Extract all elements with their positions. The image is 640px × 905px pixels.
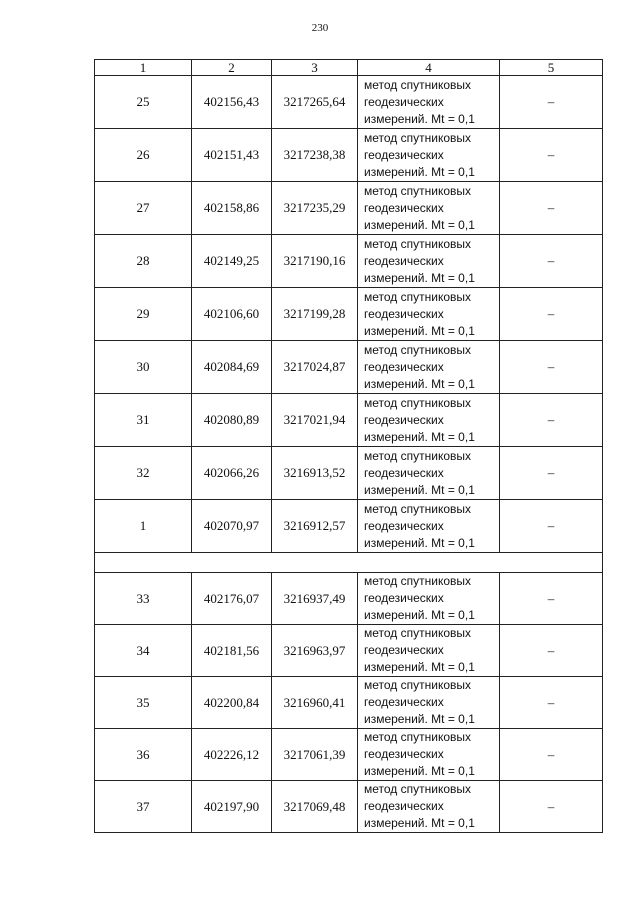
x-coordinate-cell: 402149,25 — [192, 235, 272, 288]
table-row — [95, 182, 603, 235]
note-cell: – — [500, 447, 603, 500]
y-coordinate-cell: 3217235,29 — [272, 182, 358, 235]
table-row — [95, 729, 603, 781]
point-number-cell: 34 — [95, 625, 192, 677]
method-line: измерений. Mt = 0,1 — [364, 535, 475, 550]
table-row — [95, 573, 603, 625]
table-row — [95, 341, 603, 394]
method-line: геодезических — [364, 643, 444, 657]
method-line: геодезических — [364, 94, 444, 109]
point-number-cell: 32 — [95, 447, 192, 500]
method-line: метод спутниковых — [364, 448, 472, 463]
table-header-row — [95, 60, 603, 76]
page-number: 230 — [311, 22, 329, 34]
point-number-cell: 25 — [95, 76, 192, 129]
point-number-cell: 29 — [95, 288, 192, 341]
point-number-cell: 37 — [95, 781, 192, 833]
method-cell — [358, 500, 500, 553]
table-row — [95, 677, 603, 729]
method-line: измерений. Mt = 0,1 — [364, 660, 475, 674]
x-coordinate-cell: 402181,56 — [192, 625, 272, 677]
table-row — [95, 394, 603, 447]
note-cell: – — [500, 235, 603, 288]
point-number-cell: 36 — [95, 729, 192, 781]
method-line: метод спутниковых — [364, 183, 472, 198]
method-line: измерений. Mt = 0,1 — [364, 608, 475, 622]
y-coordinate-cell: 3217265,64 — [272, 76, 358, 129]
method-line: геодезических — [364, 465, 444, 480]
method-line: геодезических — [364, 799, 444, 813]
method-line: метод спутниковых — [364, 501, 472, 516]
point-number-cell: 35 — [95, 677, 192, 729]
note-cell: – — [500, 500, 603, 553]
y-coordinate-cell: 3217024,87 — [272, 341, 358, 394]
method-cell — [358, 394, 500, 447]
point-number-cell: 1 — [95, 500, 192, 553]
method-line: геодезических — [364, 412, 444, 427]
x-coordinate-cell: 402106,60 — [192, 288, 272, 341]
method-line: метод спутниковых — [364, 77, 472, 92]
y-coordinate-cell: 3216937,49 — [272, 573, 358, 625]
note-cell: – — [500, 573, 603, 625]
method-line: метод спутниковых — [364, 130, 472, 145]
method-line: геодезических — [364, 200, 444, 215]
point-number-cell: 27 — [95, 182, 192, 235]
method-line: метод спутниковых — [364, 289, 472, 304]
column-header: 3 — [272, 60, 358, 76]
method-line: геодезических — [364, 518, 444, 533]
method-line: измерений. Mt = 0,1 — [364, 712, 475, 726]
method-line: геодезических — [364, 306, 444, 321]
method-cell — [358, 677, 500, 729]
x-coordinate-cell: 402176,07 — [192, 573, 272, 625]
method-line: геодезических — [364, 695, 444, 709]
table-row — [95, 500, 603, 553]
note-cell: – — [500, 781, 603, 833]
note-cell: – — [500, 625, 603, 677]
x-coordinate-cell: 402151,43 — [192, 129, 272, 182]
table-row — [95, 781, 603, 833]
method-line: измерений. Mt = 0,1 — [364, 111, 475, 126]
method-cell — [358, 729, 500, 781]
method-line: измерений. Mt = 0,1 — [364, 217, 475, 232]
column-header: 5 — [500, 60, 603, 76]
method-cell — [358, 781, 500, 833]
method-line: геодезических — [364, 147, 444, 162]
y-coordinate-cell: 3216963,97 — [272, 625, 358, 677]
method-cell — [358, 573, 500, 625]
point-number-cell: 33 — [95, 573, 192, 625]
y-coordinate-cell: 3217199,28 — [272, 288, 358, 341]
point-number-cell: 26 — [95, 129, 192, 182]
method-cell — [358, 625, 500, 677]
x-coordinate-cell: 402197,90 — [192, 781, 272, 833]
method-line: геодезических — [364, 591, 444, 605]
method-line: измерений. Mt = 0,1 — [364, 429, 475, 444]
method-cell — [358, 129, 500, 182]
x-coordinate-cell: 402066,26 — [192, 447, 272, 500]
table-row — [95, 76, 603, 129]
method-line: измерений. Mt = 0,1 — [364, 764, 475, 778]
method-line: геодезических — [364, 747, 444, 761]
method-line: метод спутниковых — [364, 574, 472, 588]
point-number-cell: 31 — [95, 394, 192, 447]
coordinates-table — [94, 59, 603, 833]
x-coordinate-cell: 402200,84 — [192, 677, 272, 729]
table-row — [95, 288, 603, 341]
method-line: геодезических — [364, 359, 444, 374]
method-line: геодезических — [364, 253, 444, 268]
x-coordinate-cell: 402084,69 — [192, 341, 272, 394]
method-cell — [358, 235, 500, 288]
note-cell: – — [500, 129, 603, 182]
x-coordinate-cell: 402158,86 — [192, 182, 272, 235]
method-cell — [358, 182, 500, 235]
note-cell: – — [500, 677, 603, 729]
y-coordinate-cell: 3217238,38 — [272, 129, 358, 182]
column-header: 4 — [358, 60, 500, 76]
method-cell — [358, 447, 500, 500]
method-line: измерений. Mt = 0,1 — [364, 270, 475, 285]
point-number-cell: 30 — [95, 341, 192, 394]
note-cell: – — [500, 394, 603, 447]
method-line: измерений. Mt = 0,1 — [364, 482, 475, 497]
method-cell — [358, 341, 500, 394]
separator-row — [95, 553, 603, 573]
table-row — [95, 447, 603, 500]
x-coordinate-cell: 402070,97 — [192, 500, 272, 553]
table-row — [95, 235, 603, 288]
table-row — [95, 625, 603, 677]
method-line: измерений. Mt = 0,1 — [364, 323, 475, 338]
note-cell: – — [500, 288, 603, 341]
method-line: метод спутниковых — [364, 626, 472, 640]
method-line: метод спутниковых — [364, 395, 472, 410]
method-line: метод спутниковых — [364, 730, 472, 744]
method-line: метод спутниковых — [364, 236, 472, 251]
note-cell: – — [500, 341, 603, 394]
column-header: 2 — [192, 60, 272, 76]
method-line: метод спутниковых — [364, 678, 472, 692]
note-cell: – — [500, 729, 603, 781]
method-cell — [358, 76, 500, 129]
method-line: измерений. Mt = 0,1 — [364, 164, 475, 179]
y-coordinate-cell: 3217061,39 — [272, 729, 358, 781]
note-cell: – — [500, 76, 603, 129]
column-header: 1 — [95, 60, 192, 76]
note-cell: – — [500, 182, 603, 235]
method-line: метод спутниковых — [364, 342, 472, 357]
method-cell — [358, 288, 500, 341]
separator-cell — [95, 553, 603, 573]
y-coordinate-cell: 3217190,16 — [272, 235, 358, 288]
x-coordinate-cell: 402080,89 — [192, 394, 272, 447]
method-line: измерений. Mt = 0,1 — [364, 376, 475, 391]
x-coordinate-cell: 402156,43 — [192, 76, 272, 129]
y-coordinate-cell: 3216912,57 — [272, 500, 358, 553]
y-coordinate-cell: 3216913,52 — [272, 447, 358, 500]
method-line: метод спутниковых — [364, 782, 472, 796]
y-coordinate-cell: 3217021,94 — [272, 394, 358, 447]
x-coordinate-cell: 402226,12 — [192, 729, 272, 781]
point-number-cell: 28 — [95, 235, 192, 288]
y-coordinate-cell: 3216960,41 — [272, 677, 358, 729]
y-coordinate-cell: 3217069,48 — [272, 781, 358, 833]
table-row — [95, 129, 603, 182]
method-line: измерений. Mt = 0,1 — [364, 816, 475, 830]
